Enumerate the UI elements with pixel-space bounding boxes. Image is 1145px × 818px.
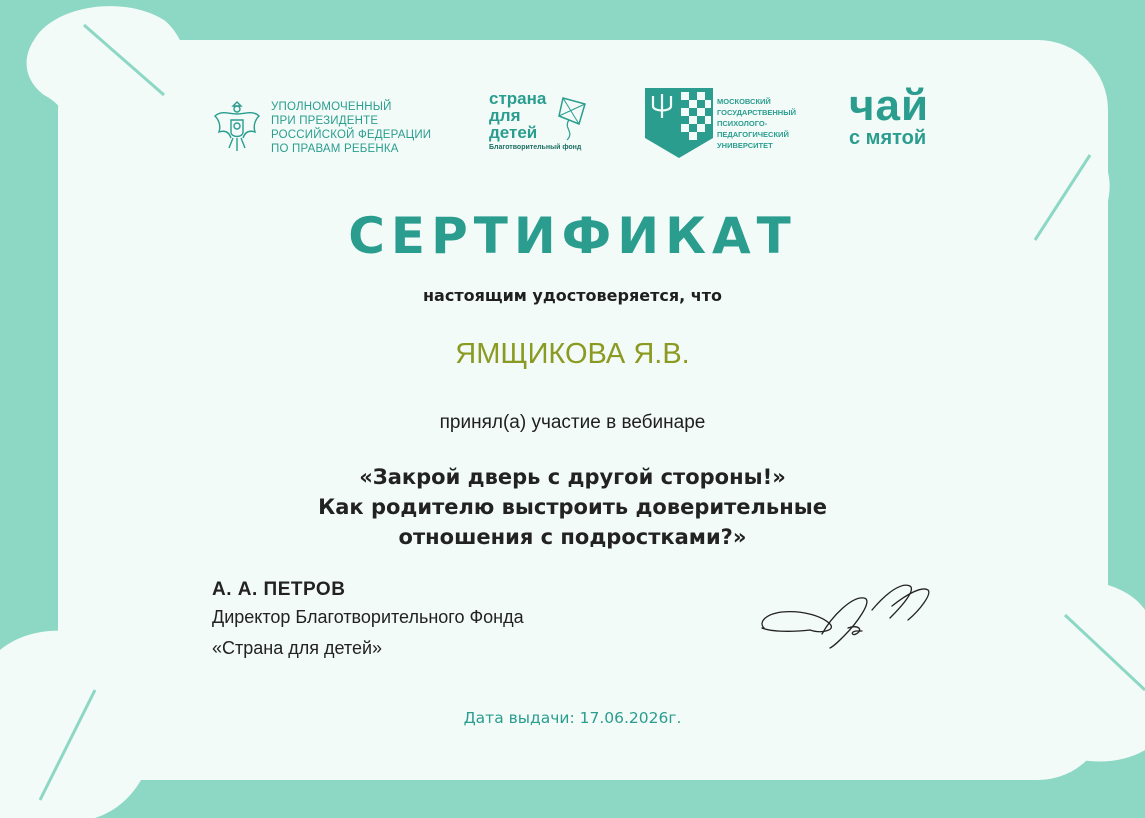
signatory-role-line-1: Директор Благотворительного Фонда <box>212 607 524 627</box>
tea-word-1: чай <box>849 81 930 130</box>
signatory-block <box>212 578 524 664</box>
webinar-title <box>0 462 1145 552</box>
university-line-3: ПСИХОЛОГО- <box>717 119 768 128</box>
webinar-title-line-3: отношения с подростками?» <box>398 525 747 549</box>
issue-date: Дата выдачи: 17.06.2026г. <box>463 709 682 727</box>
webinar-title-line-1: «Закрой дверь с другой стороны!» <box>359 465 786 489</box>
foundation-word-2: для <box>489 106 521 125</box>
tea-word-2: с мятой <box>849 127 927 149</box>
foundation-subtitle: Благотворительный фонд <box>489 144 582 151</box>
leaf-right-lower-icon <box>1005 570 1145 770</box>
university-line-4: ПЕДАГОГИЧЕСКИЙ <box>717 130 789 139</box>
university-line-5: УНИВЕРСИТЕТ <box>717 141 773 150</box>
ombudsman-line-3: РОССИЙСКОЙ ФЕДЕРАЦИИ <box>271 129 432 141</box>
recipient-name: ЯМЩИКОВА Я.В. <box>455 338 690 370</box>
signature-icon <box>752 576 942 656</box>
webinar-title-line-2: Как родителю выстроить доверительные <box>318 495 827 519</box>
university-logo <box>645 88 815 160</box>
certificate-intro: настоящим удостоверяется, что <box>423 286 722 305</box>
university-line-2: ГОСУДАРСТВЕННЫЙ <box>717 108 796 117</box>
signatory-name: А. А. ПЕТРОВ <box>212 579 346 600</box>
certificate-title: СЕРТИФИКАТ <box>348 207 797 265</box>
ombudsman-line-4: ПО ПРАВАМ РЕБЕНКА <box>271 143 399 155</box>
ombudsman-line-2: ПРИ ПРЕЗИДЕНТЕ <box>271 115 379 127</box>
ombudsman-logo <box>205 94 445 158</box>
university-line-1: МОСКОВСКИЙ <box>717 97 771 106</box>
participation-text: принял(а) участие в вебинаре <box>439 412 706 433</box>
kite-icon <box>553 94 595 144</box>
partner-logos <box>205 81 945 163</box>
coat-of-arms-icon <box>211 96 263 154</box>
university-emblem-icon <box>645 88 713 158</box>
tea-logo <box>849 81 949 160</box>
foundation-logo <box>487 88 607 158</box>
leaf-top-left-icon <box>14 0 204 150</box>
foundation-word-1: страна <box>489 89 547 108</box>
foundation-word-3: детей <box>489 123 538 142</box>
signatory-role-line-2: «Страна для детей» <box>212 638 383 658</box>
ombudsman-line-1: УПОЛНОМОЧЕННЫЙ <box>271 101 392 113</box>
